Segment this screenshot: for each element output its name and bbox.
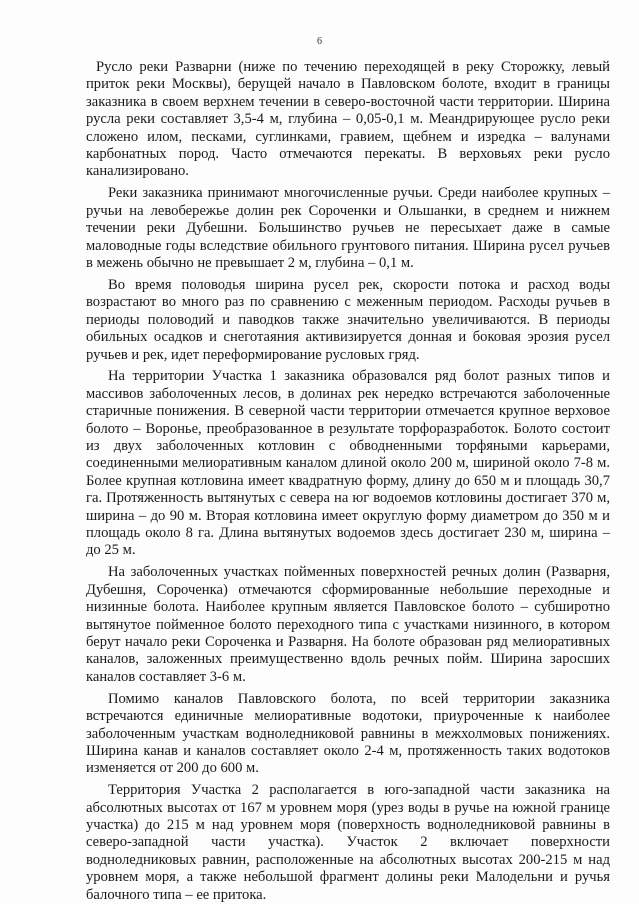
paragraph-drainage-channels: Помимо каналов Павловского болота, по всей территории заказника встречаются единичные мелиоративные водотоки, приуроченные к наиболее заболоченным участкам водноледниковой равнины в межхолмовых понижениях. Ширина канав и каналов составляет около 2-4 м, протяженность таких водотоков изменяется от 200 до 600 м. [86,690,610,777]
paragraph-plot-2: Территория Участка 2 располагается в юго-западной части заказника на абсолютных высотах от 167 м уровнем моря (урез воды в ручье на южной границе участка) до 215 м над уровнем моря (поверхность водноледниковой равнины в северо-западной части участка). Участок 2 включает поверхности водноледниковых равнин, расположенные на абсолютных высотах 200-215 м над уровнем моря, а также небольшой фрагмент долины реки Малодельни и ручья балочного типа – ее притока. [86,782,610,903]
paragraph-floodplain-bogs: На заболоченных участках пойменных поверхностей речных долин (Разварня, Дубешня, Сороченка) отмечаются сформированные небольшие переходные и низинные болота. Наиболее крупным является Павловское болото – субширотно вытянутое пойменное болото переходного типа с участками низинного, в котором берут начало реки Сороченка и Разварня. На болоте образован ряд мелиоративных каналов, заложенных преимущественно вдоль речных пойм. Ширина заросших каналов составляет 3-6 м. [86,564,610,685]
paragraph-plot-1-bogs: На территории Участка 1 заказника образовался ряд болот разных типов и массивов заболоченных лесов, в долинах рек нередко встречаются заболоченные старичные понижения. В северной части территории отмечается крупное верховое болото – Воронье, преобразованное в результате торфоразработок. Болото состоит из двух заболоченных котловин с обводненными торфяными карьерами, соединенными мелиоративным каналом длиной около 200 м, шириной около 7-8 м. Более крупная котловина имеет квадратную форму, длину до 650 м и площадь 30,7 га. Протяженность вытянутых с севера на юг водоемов котловины достигает 370 м, ширина – до 90 м. Вторая котловина имеет округлую форму диаметром до 350 м и площадь около 8 га. Длина вытянутых водоемов здесь достигает 230 м, ширина – до 25 м. [86,368,610,559]
paragraph-streams: Реки заказника принимают многочисленные ручьи. Среди наиболее крупных – ручьи на левобережье долин рек Сороченки и Ольшанки, в среднем и нижнем течении реки Дубешни. Большинство ручьев не пересыхает даже в самые маловодные годы вследствие обильного грунтового питания. Ширина русел ручьев в межень обычно не превышает 2 м, глубина – 0,1 м. [86,185,610,271]
page-number: 6 [317,36,322,47]
document-body [86,59,610,909]
paragraph-flood-period: Во время половодья ширина русел рек, скорости потока и расход воды возрастают во много раз по сравнению с меженным периодом. Расходы ручьев в периоды половодий и паводков также значительно увеличиваются. В периоды обильных осадков и снеготаяния активизируется донная и боковая эрозия русел ручьев и рек, идет переформирование русловых гряд. [86,276,610,363]
paragraph-razvarnya-riverbed: Русло реки Разварни (ниже по течению переходящей в реку Сторожку, левый приток реки Москвы), берущей начало в Павловском болоте, входит в границы заказника в своем верхнем течении в северо-восточной части территории. Ширина русла реки составляет 3,5-4 м, глубина – 0,05-0,1 м. Меандрирующее русло реки сложено илом, песками, суглинками, гравием, щебнем и изредка – валунами карбонатных пород. Часто отмечаются перекаты. В верховьях реки русло канализировано. [86,59,610,180]
